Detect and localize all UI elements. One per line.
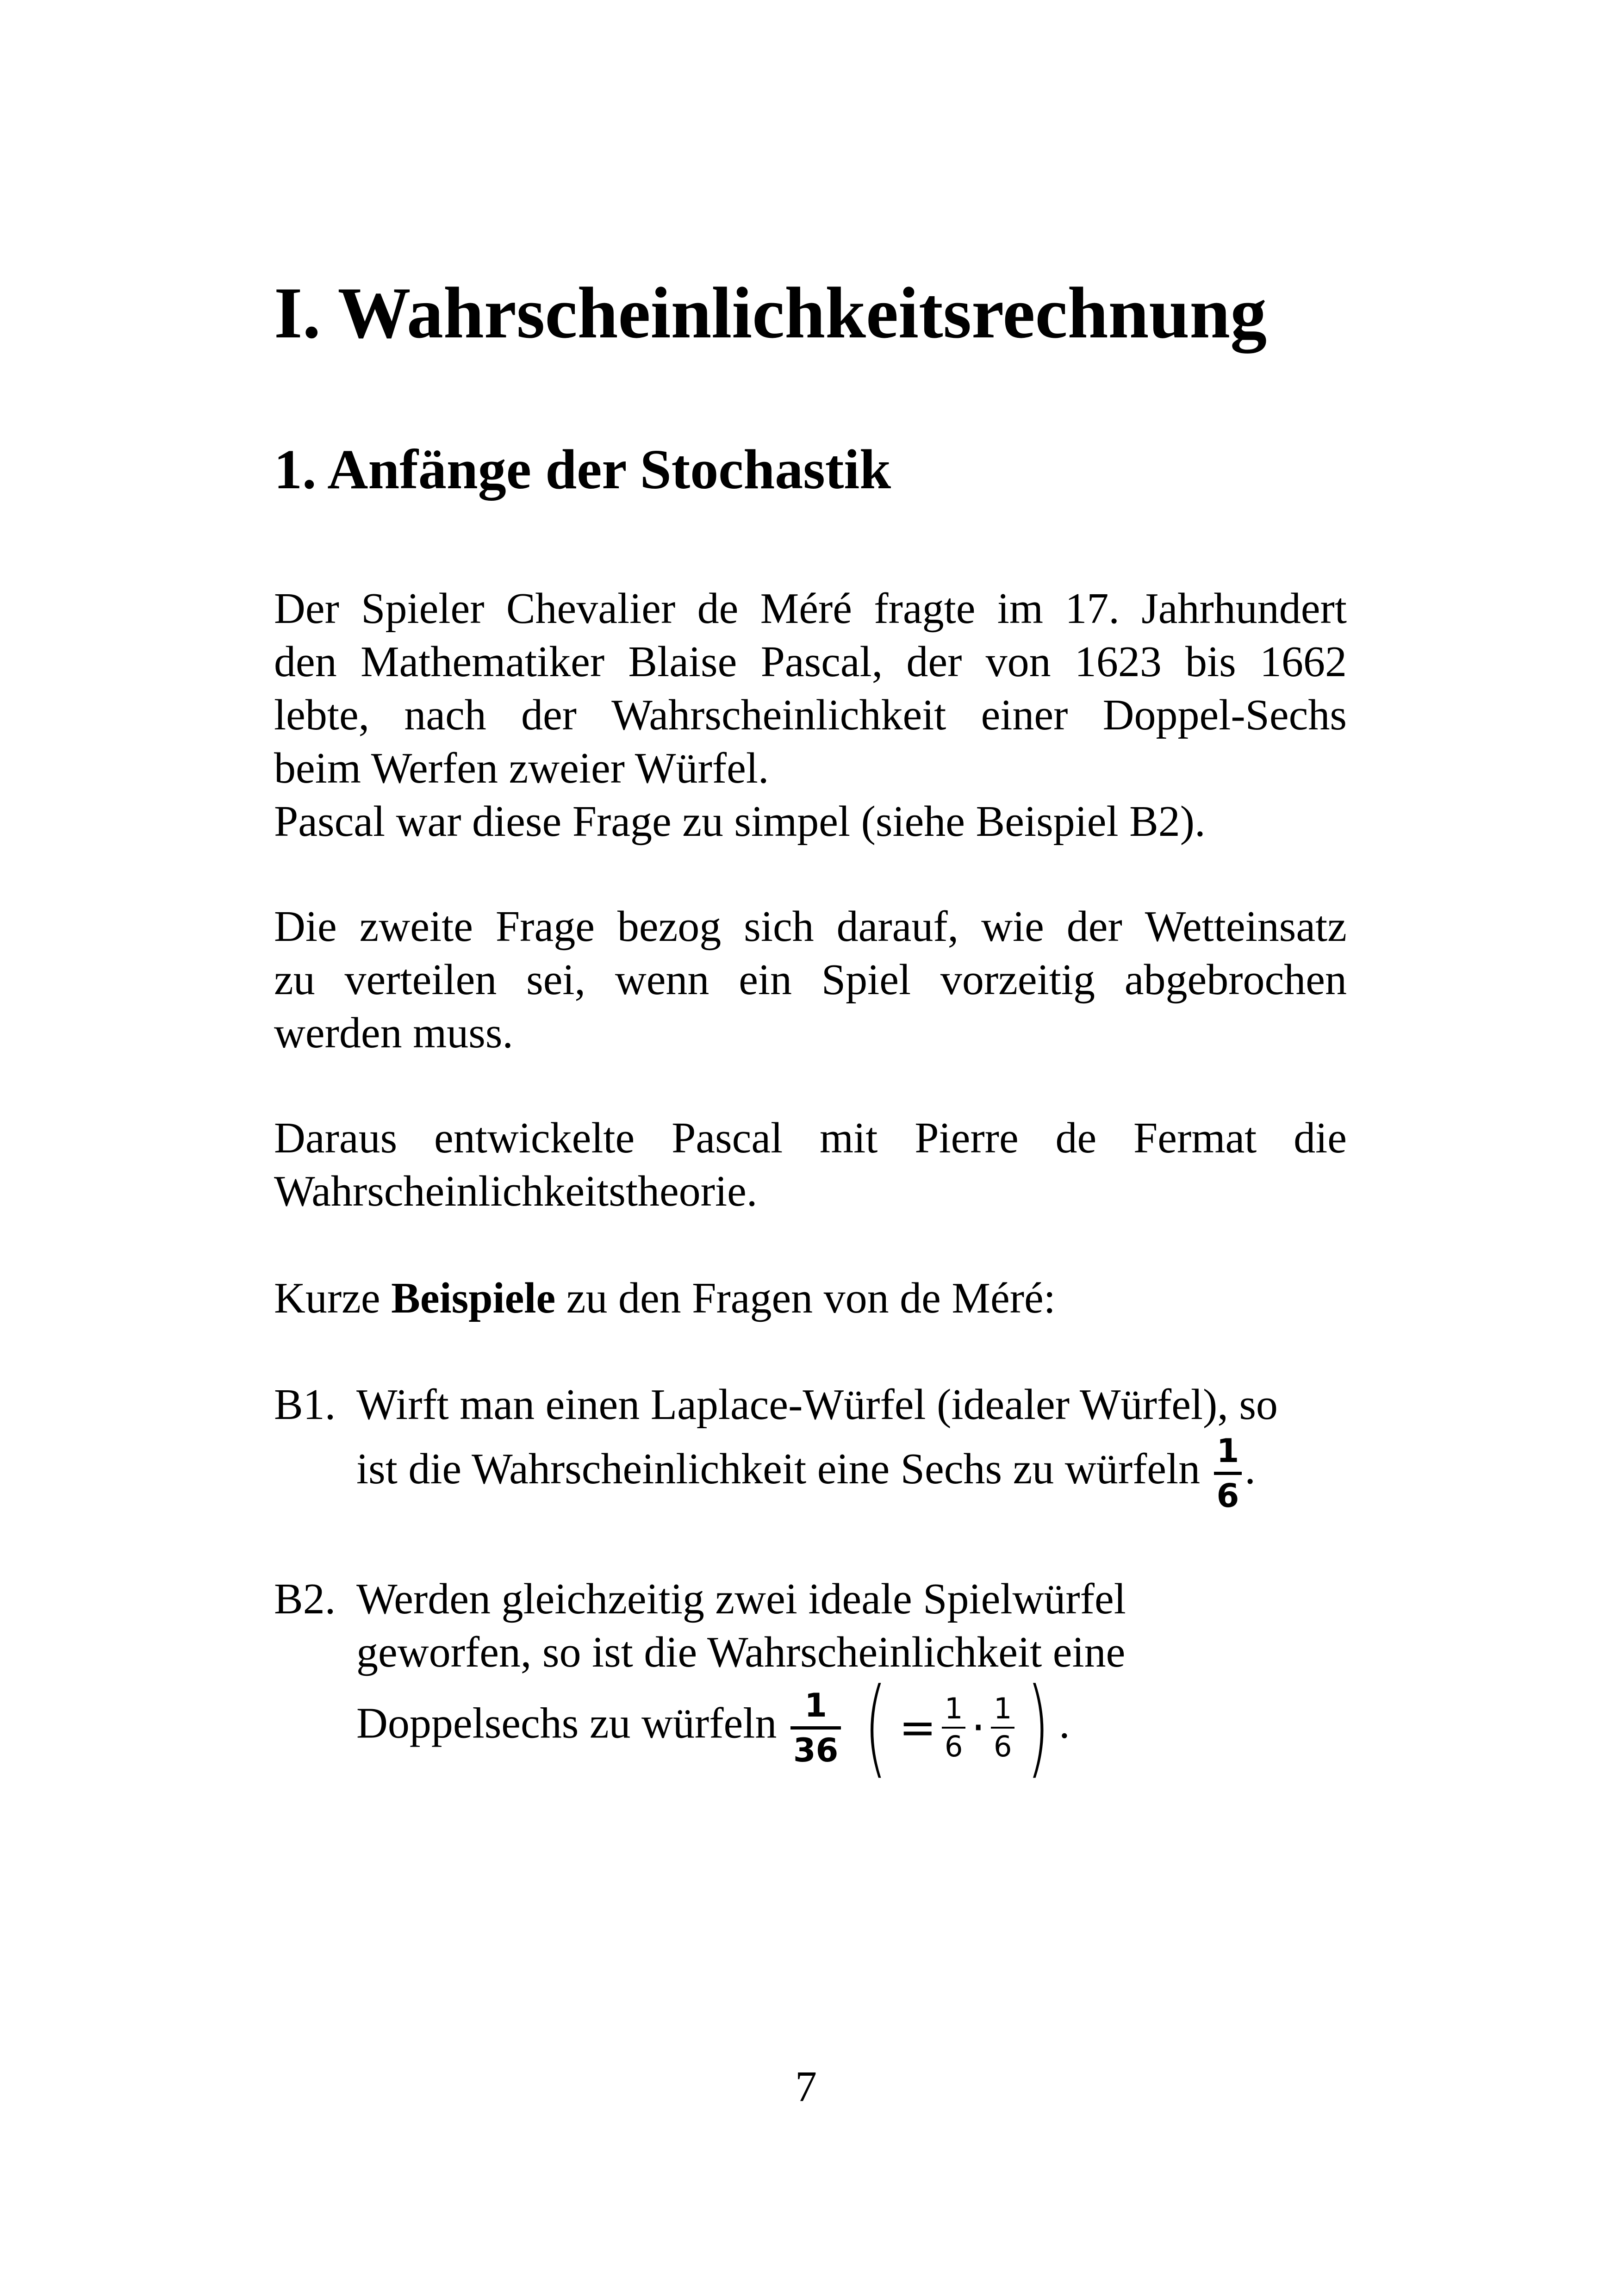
word: Mathematiker bbox=[360, 638, 605, 686]
word: die bbox=[1294, 1114, 1347, 1162]
word: den bbox=[274, 638, 337, 686]
word: vorzeitig bbox=[940, 956, 1095, 1004]
word: bis bbox=[1185, 638, 1236, 686]
intro-bold-word: Beispiele bbox=[391, 1274, 556, 1322]
fraction-denominator: 36 bbox=[793, 1731, 839, 1769]
word: Spieler bbox=[361, 585, 485, 633]
intro-prefix: Kurze bbox=[274, 1274, 392, 1322]
paragraph-3-line-1 bbox=[274, 1112, 1347, 1165]
chapter-title: I. Wahrscheinlichkeitsrechnung bbox=[274, 273, 1267, 354]
word: Wetteinsatz bbox=[1145, 902, 1347, 951]
paragraph-1-line-5: Pascal war diese Frage zu simpel (siehe Beispiel B2). bbox=[274, 797, 1206, 846]
word: Der bbox=[274, 585, 339, 633]
paragraph-1-line-2 bbox=[274, 635, 1347, 689]
word: 1662 bbox=[1259, 638, 1347, 686]
word: Pascal bbox=[672, 1114, 783, 1162]
example-b1-label: B1. bbox=[274, 1381, 336, 1429]
word: de bbox=[697, 585, 739, 633]
fraction-denominator: 6 bbox=[1216, 1477, 1239, 1515]
word: darauf, bbox=[836, 902, 959, 951]
paragraph-2-line-3: werden muss. bbox=[274, 1009, 513, 1057]
example-b2-line-1: Werden gleichzeitig zwei ideale Spielwürfel bbox=[356, 1575, 1126, 1623]
word: sich bbox=[744, 902, 814, 951]
paragraph-1-line-1 bbox=[274, 582, 1347, 635]
word: Jahrhundert bbox=[1141, 585, 1347, 633]
paragraph-3-line-2: Wahrscheinlichkeitstheorie. bbox=[274, 1167, 758, 1215]
fraction-one-sixth bbox=[1214, 1432, 1242, 1515]
example-b2-line-3-row bbox=[356, 1666, 1070, 1789]
paragraph-3 bbox=[274, 1112, 1347, 1218]
example-b1-line-2: ist die Wahrscheinlichkeit eine Sechs zu würfeln bbox=[356, 1445, 1201, 1493]
word: von bbox=[985, 638, 1051, 686]
equals-sign: = bbox=[899, 1701, 936, 1754]
example-b2-label: B2. bbox=[274, 1575, 336, 1623]
paragraph-1-line-3 bbox=[274, 689, 1347, 742]
word: nach bbox=[404, 691, 486, 739]
paragraph-1-line-4: beim Werfen zweier Würfel. bbox=[274, 744, 769, 792]
example-b1-line-2-row bbox=[356, 1432, 1256, 1515]
fraction-factor-1 bbox=[942, 1694, 965, 1761]
word: Fermat bbox=[1133, 1114, 1257, 1162]
fraction-bar bbox=[1214, 1472, 1242, 1475]
fraction-one-thirty-sixth bbox=[790, 1686, 841, 1769]
word: Pascal, bbox=[760, 638, 883, 686]
word: ein bbox=[739, 956, 792, 1004]
word: Pierre bbox=[915, 1114, 1019, 1162]
open-parenthesis: ( bbox=[864, 1666, 887, 1789]
word: der bbox=[521, 691, 577, 739]
word: sei, bbox=[526, 956, 586, 1004]
intro-suffix: zu den Fragen von de Méré: bbox=[555, 1274, 1056, 1322]
fraction-numerator: 1 bbox=[1216, 1432, 1239, 1470]
example-b2-line-2-row bbox=[356, 1626, 1125, 1679]
close-parenthesis: ) bbox=[1027, 1666, 1050, 1789]
word: de bbox=[1055, 1114, 1097, 1162]
example-b2-line-3: Doppelsechs zu würfeln bbox=[356, 1699, 777, 1748]
fraction-denominator: 6 bbox=[993, 1730, 1012, 1763]
word: 1623 bbox=[1074, 638, 1162, 686]
word: wie bbox=[981, 902, 1044, 951]
fraction-denominator: 6 bbox=[944, 1730, 963, 1763]
word: Frage bbox=[495, 902, 595, 951]
example-b1-end: . bbox=[1245, 1445, 1256, 1493]
word: der bbox=[906, 638, 962, 686]
fraction-bar bbox=[790, 1726, 841, 1730]
word: wenn bbox=[615, 956, 709, 1004]
example-b2-line-2: geworfen, so ist die Wahrscheinlichkeit eine bbox=[356, 1628, 1126, 1676]
fraction-bar bbox=[991, 1727, 1014, 1729]
word: fragte bbox=[874, 585, 976, 633]
example-b2 bbox=[274, 1573, 1126, 1626]
paragraph-1 bbox=[274, 582, 1347, 848]
word: der bbox=[1066, 902, 1122, 951]
word: Méré bbox=[760, 585, 852, 633]
word: Die bbox=[274, 902, 337, 951]
example-b1 bbox=[274, 1378, 1278, 1431]
word: lebte, bbox=[274, 691, 370, 739]
word: Spiel bbox=[821, 956, 911, 1004]
word: mit bbox=[820, 1114, 878, 1162]
section-heading: 1. Anfänge der Stochastik bbox=[274, 438, 891, 501]
fraction-numerator: 1 bbox=[993, 1692, 1012, 1725]
fraction-numerator: 1 bbox=[944, 1692, 963, 1725]
word: entwickelte bbox=[434, 1114, 635, 1162]
word: im bbox=[997, 585, 1044, 633]
example-b1-line-1: Wirft man einen Laplace-Würfel (idealer Würfel), so bbox=[356, 1381, 1278, 1429]
examples-intro bbox=[274, 1272, 1347, 1325]
paragraph-2 bbox=[274, 900, 1347, 1060]
word: Doppel-Sechs bbox=[1102, 691, 1347, 739]
word: Blaise bbox=[628, 638, 737, 686]
fraction-bar bbox=[942, 1727, 965, 1729]
fraction-numerator: 1 bbox=[804, 1686, 827, 1724]
fraction-factor-2 bbox=[991, 1694, 1014, 1761]
word: Daraus bbox=[274, 1114, 398, 1162]
word: Chevalier bbox=[506, 585, 676, 633]
word: Wahrscheinlichkeit bbox=[611, 691, 946, 739]
multiplication-dot: · bbox=[971, 1701, 985, 1754]
word: verteilen bbox=[344, 956, 497, 1004]
word: bezog bbox=[617, 902, 722, 951]
word: einer bbox=[981, 691, 1068, 739]
example-b2-end: . bbox=[1059, 1699, 1070, 1748]
word: 17. bbox=[1065, 585, 1120, 633]
paragraph-2-line-1 bbox=[274, 900, 1347, 953]
word: zu bbox=[274, 956, 315, 1004]
word: abgebrochen bbox=[1124, 956, 1347, 1004]
page-number: 7 bbox=[795, 2063, 817, 2111]
paragraph-2-line-2 bbox=[274, 953, 1347, 1007]
word: zweite bbox=[359, 902, 473, 951]
